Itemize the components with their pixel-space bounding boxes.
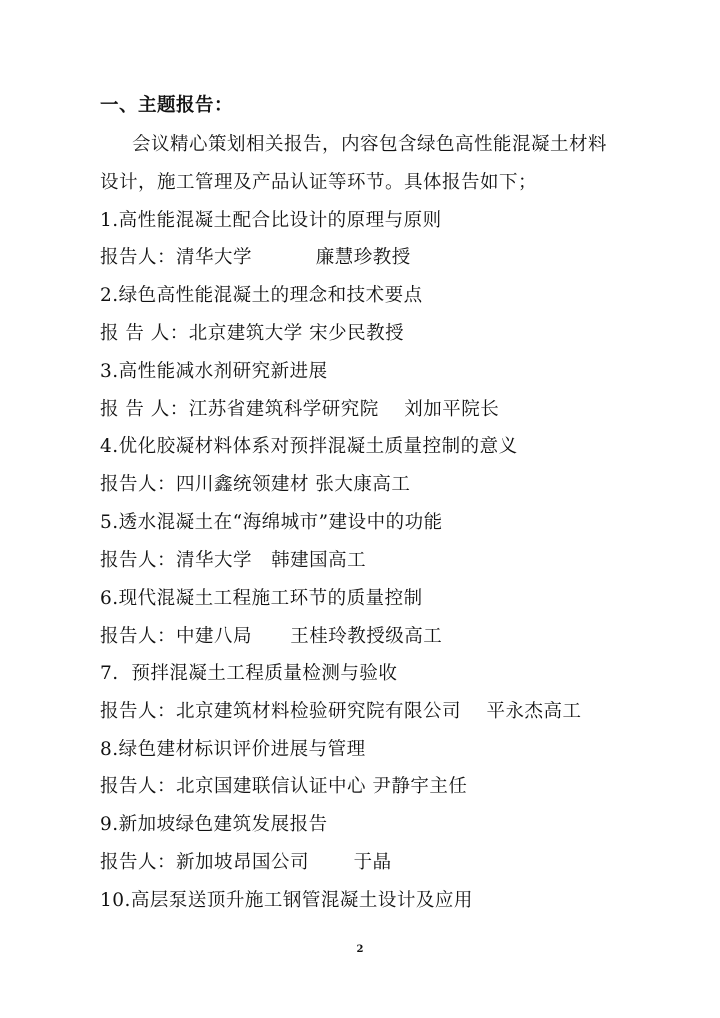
reporter-4: 报告人：四川鑫统领建材 张大康高工 bbox=[100, 474, 411, 495]
intro-line-1: 会议精心策划相关报告，内容包含绿色高性能混凝土材料 bbox=[132, 134, 608, 155]
reporter-3: 报 告 人：江苏省建筑科学研究院 刘加平院长 bbox=[100, 399, 500, 420]
reporter-9: 报告人：新加坡昂国公司 于晶 bbox=[100, 852, 392, 873]
report-title-6: 6.现代混凝土工程施工环节的质量控制 bbox=[100, 588, 423, 609]
reporter-5: 报告人：清华大学 韩建国高工 bbox=[100, 550, 367, 571]
report-title-1: 1.高性能混凝土配合比设计的原理与原则 bbox=[100, 210, 442, 231]
intro-line-2: 设计，施工管理及产品认证等环节。具体报告如下； bbox=[100, 172, 538, 193]
report-title-8: 8.绿色建材标识评价进展与管理 bbox=[100, 739, 366, 760]
reporter-8: 报告人：北京国建联信认证中心 尹静宇主任 bbox=[100, 776, 468, 797]
report-title-4: 4.优化胶凝材料体系对预拌混凝土质量控制的意义 bbox=[100, 436, 518, 457]
reporter-7: 报告人：北京建筑材料检验研究院有限公司 平永杰高工 bbox=[100, 701, 582, 722]
report-title-3: 3.高性能减水剂研究新进展 bbox=[100, 361, 328, 382]
report-title-5: 5.透水混凝土在“海绵城市”建设中的功能 bbox=[100, 512, 443, 533]
report-title-10: 10.高层泵送顶升施工钢管混凝土设计及应用 bbox=[100, 890, 473, 911]
reporter-6: 报告人：中建八局 王桂玲教授级高工 bbox=[100, 626, 443, 647]
reporter-1: 报告人：清华大学 廉慧珍教授 bbox=[100, 247, 411, 268]
page-number: 2 bbox=[356, 944, 364, 955]
section-heading: 一、主题报告： bbox=[100, 95, 234, 116]
reporter-2: 报 告 人：北京建筑大学 宋少民教授 bbox=[100, 323, 405, 344]
report-title-2: 2.绿色高性能混凝土的理念和技术要点 bbox=[100, 285, 423, 306]
report-title-7: 7. 预拌混凝土工程质量检测与验收 bbox=[100, 663, 398, 684]
report-title-9: 9.新加坡绿色建筑发展报告 bbox=[100, 814, 328, 835]
